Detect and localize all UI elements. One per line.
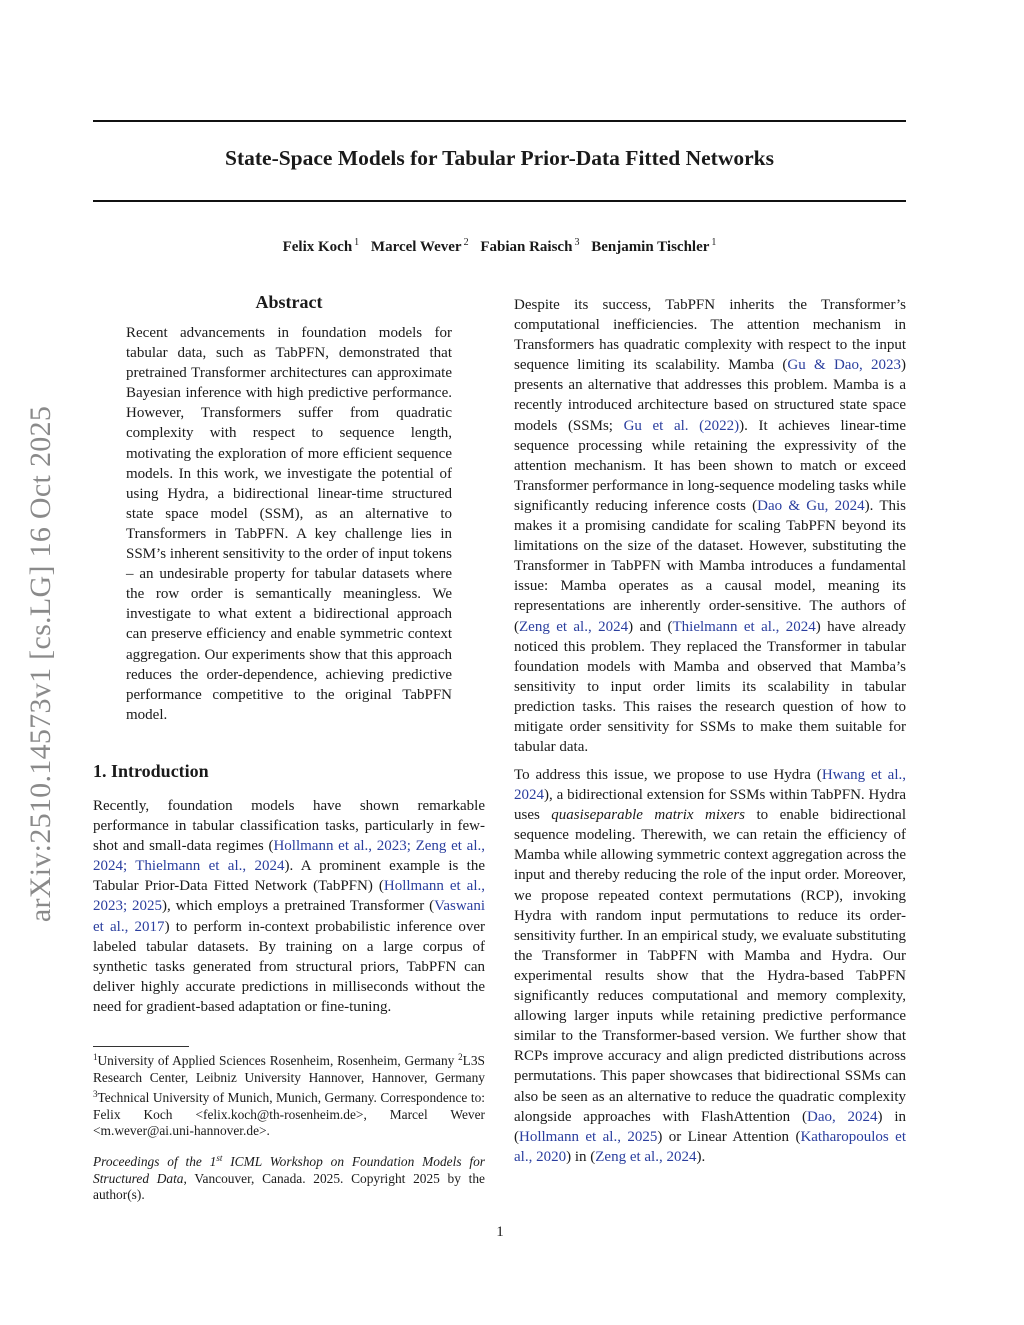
author — [591, 239, 716, 255]
citation-link[interactable]: Thielmann et al., 2024 — [672, 618, 816, 635]
author-name: Benjamin Tischler — [591, 239, 710, 255]
citation-link[interactable]: Hollmann et al., 2023; Zeng et al., 2024; Thielmann et al., 2024 — [93, 838, 486, 875]
body-text: to enable bidirectional sequence modeling. Therewith, we can retain the efficiency of Mamba while allowing symmetric context aggregation across the input and thereby reducing the role of the input order. Moreover, we propose repeated context permutations (RCP), invoking Hydra with random input permutations to reduce its order-sensitivity further. In an empirical study, we evaluate substituting the Transformer in TabPFN with Mamba and Hydra. Our experimental results show that the Hydra-based TabPFN significantly reduces computational and memory complexity, allowing larger inputs while retaining predictive performance similar to the Transformer-based version. We further show that RCPs improve accuracy and align predicted distributions across permutations. This paper showcases that bidirectional SSMs can also be seen as an alternative to reduce the quadratic complexity alongside approaches with FlashAttention ( — [514, 807, 906, 1125]
proceedings-note — [93, 1150, 485, 1204]
affiliation-footnote — [93, 1049, 485, 1140]
body-text: ) in ( — [514, 1108, 906, 1145]
body-text: ) presents an alternative that addresses this problem. Mamba is a recently introduced architecture based on structured state space models (SSMs; — [514, 357, 906, 434]
citation-link[interactable]: Gu & Dao, 2023 — [787, 357, 901, 374]
footnote-marker: 2 — [458, 1052, 463, 1062]
citation-link[interactable]: Dao, 2024 — [806, 1108, 878, 1125]
author — [371, 239, 469, 255]
citation-link[interactable]: Hollmann et al., 2025 — [519, 1128, 658, 1145]
body-text: ) or Linear Attention ( — [657, 1128, 801, 1145]
body-text: ) have already noticed this problem. They replaced the Transformer in tabular foundation models with Mamba and observed that Mamba’s sensitivity to input order limits its scalability in tabular prediction tasks. This raises the research question of how to mitigate order sensitivity for SSMs to make them suitable for tabular data. — [514, 618, 906, 756]
body-text: ), a bidirectional extension for SSMs within TabPFN. Hydra uses — [514, 787, 906, 824]
author-affiliation-mark: 2 — [463, 237, 469, 248]
citation-link[interactable]: Hollmann et al., 2023; 2025 — [93, 878, 485, 915]
proceedings-copyright: , Vancouver, Canada. 2025. Copyright 2025 by the author(s). — [93, 1170, 485, 1202]
introduction-paragraph — [514, 765, 906, 1167]
paper-title: State-Space Models for Tabular Prior-Data Fitted Networks — [225, 146, 774, 170]
title-rule-bottom — [93, 200, 906, 202]
author-affiliation-mark: 1 — [354, 237, 360, 248]
footnote-text: University of Applied Sciences Rosenheim, Rosenheim, Germany — [97, 1053, 459, 1068]
footnote-text: Technical University of Munich, Munich, Germany. Correspondence to: Felix Koch <felix.koch@th-rosenheim.de>, Marcel Wever <m.wever@ai.uni-hannover.de>. — [93, 1090, 485, 1138]
body-text: ). A prominent example is the Tabular Prior-Data Fitted Network (TabPFN) ( — [93, 858, 486, 895]
body-text: Despite its success, TabPFN inherits the Transformer’s computational inefficiencies. The attention mechanism in Transformers has quadratic complexity with respect to the input sequence limiting its scalability. Mamba ( — [514, 297, 906, 374]
proceedings-ordinal: st — [216, 1153, 223, 1163]
abstract-heading: Abstract — [255, 292, 323, 312]
body-text: ) in ( — [566, 1148, 596, 1165]
proceedings-venue: Proceedings of the 1 — [93, 1154, 217, 1169]
author-name: Fabian Raisch — [480, 239, 573, 255]
citation-link[interactable]: Gu et al. (2022) — [623, 417, 740, 434]
introduction-paragraph — [93, 796, 485, 1017]
footnote-text: L3S Research Center, Leibniz University Hannover, Hannover, Germany — [93, 1053, 485, 1085]
body-text: To address this issue, we propose to use Hydra ( — [514, 767, 822, 783]
body-text: ), which employs a pretrained Transformer ( — [162, 898, 435, 915]
footnote-marker: 1 — [93, 1052, 98, 1062]
body-text: ) to perform in-context probabilistic inference over labeled tabular datasets. By training on a large corpus of synthetic tasks generated from structural priors, TabPFN can deliver highly accurate predictions in milliseconds without the need for gradient-based adaptation or fine-tuning. — [93, 918, 485, 1015]
author-name: Felix Koch — [282, 239, 353, 255]
page-number: 1 — [496, 1224, 504, 1240]
author-affiliation-mark: 1 — [711, 237, 717, 248]
title-rule-top — [93, 120, 906, 122]
footnote-rule — [93, 1046, 189, 1047]
author — [480, 239, 579, 255]
footnote-marker: 3 — [93, 1089, 98, 1099]
body-text: ). This makes it a promising candidate for scaling TabPFN beyond its limitations on the size of the dataset. However, substituting the Transformer in TabPFN with Mamba introduces a fundamental issue: Mamba operates as a causal model, meaning its representations are inherently order-sensitive. The authors of ( — [514, 497, 906, 635]
author — [283, 239, 360, 255]
citation-link[interactable]: Zeng et al., 2024 — [519, 618, 629, 635]
emphasized-term: quasiseparable matrix mixers — [551, 807, 746, 824]
citation-link[interactable]: Katharopoulos et al., 2020 — [514, 1128, 906, 1165]
body-text: ) and ( — [628, 618, 673, 635]
body-text: ). — [696, 1148, 706, 1165]
introduction-paragraph — [514, 295, 906, 757]
citation-link[interactable]: Vaswani et al., 2017 — [93, 898, 485, 935]
introduction-heading: 1. Introduction — [93, 761, 209, 781]
author-list — [93, 237, 906, 256]
body-text: ). It achieves linear-time sequence processing while retaining the expressivity of the attention mechanism. It has been shown to match or exceed Transformer performance in long-sequence modeling tasks while significantly reducing inference costs ( — [514, 417, 906, 514]
abstract-text: Recent advancements in foundation models for tabular data, such as TabPFN, demonstrated that pretrained Transformer architectures can approximate Bayesian inference with high predictive performance. However, Transformers suffer from quadratic complexity with respect to sequence length, motivating the exploration of more efficient sequence models. In this work, we investigate the potential of using Hydra, a bidirectional linear-time structured state space model (SSM), as an alternative to Transformers in TabPFN. A key challenge lies in SSM’s inherent sensitivity to the order of input tokens – an undesirable property for tabular datasets where the row order is semantically meaningless. We investigate to what extent a bidirectional approach can preserve efficiency and enable symmetric context aggregation. Our experiments show that this approach reduces the order-dependence, achieving predictive performance competitive to the original TabPFN model. — [126, 325, 452, 723]
proceedings-venue: ICML Workshop on Foundation Models for Structured Data — [93, 1154, 485, 1186]
citation-link[interactable]: Dao & Gu, 2024 — [757, 497, 865, 514]
citation-link[interactable]: Hwang et al., 2024 — [514, 767, 906, 804]
body-text: Recently, foundation models have shown remarkable performance in tabular classification tasks, particularly in few-shot and small-data regimes ( — [93, 798, 485, 855]
author-affiliation-mark: 3 — [574, 237, 580, 248]
author-name: Marcel Wever — [370, 239, 462, 255]
citation-link[interactable]: Zeng et al., 2024 — [595, 1148, 697, 1165]
arxiv-identifier-watermark: arXiv:2510.14573v1 [cs.LG] 16 Oct 2025 — [24, 405, 57, 923]
